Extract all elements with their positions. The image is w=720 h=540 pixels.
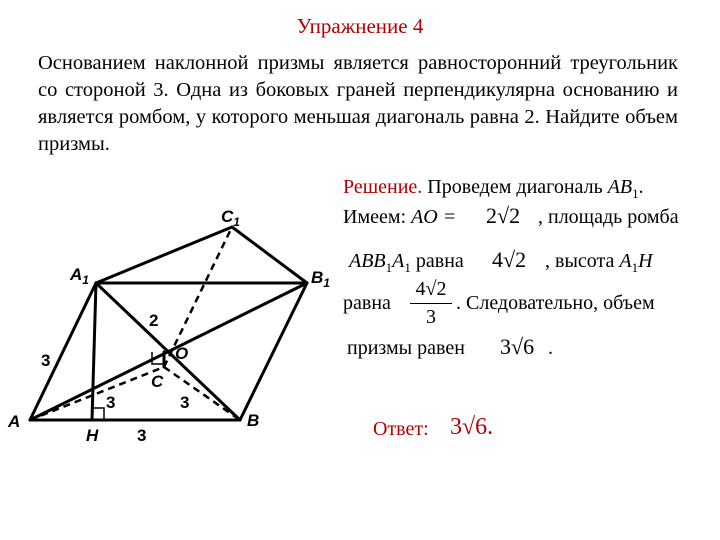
exercise-title: Упражнение 4 (296, 14, 424, 38)
edge-CB-hidden (164, 367, 240, 420)
answer-label: Ответ: (373, 418, 429, 440)
edge-BB1 (240, 283, 307, 420)
area-value: 4√2 (492, 247, 527, 272)
solution-line-5: призмы равен (347, 337, 465, 359)
solution-line-5-end: . (548, 337, 553, 359)
label-C: C (151, 372, 164, 391)
solution-line-2: Имеем: AO = (343, 206, 457, 228)
solution-line-3: $ABB_1A_1$ равна (349, 250, 464, 275)
label-side-3-CB: 3 (180, 393, 190, 412)
answer-value: 3√6. (450, 414, 494, 440)
label-C1: $C_1$ (221, 207, 240, 229)
edge-A1C1 (96, 227, 232, 283)
label-A1: $A_1$ (70, 265, 89, 287)
label-H: H (86, 426, 99, 445)
label-diagonal-2: 2 (149, 311, 159, 330)
edge-C1B1 (232, 227, 307, 283)
label-side-3-left: 3 (41, 351, 51, 370)
label-O: O (175, 344, 189, 363)
fraction-denominator: 3 (426, 306, 436, 328)
right-angle-H (92, 408, 104, 420)
label-B1: $B_1$ (311, 268, 330, 290)
ao-value: 2√2 (486, 203, 521, 228)
fraction-numerator: 4√2 (415, 278, 447, 300)
solution-heading: Решение. (343, 176, 423, 198)
height-A1H (92, 283, 96, 420)
solution-line-1: Решение. Проведем диагональ $AB_1$. (343, 176, 644, 201)
label-B: B (247, 411, 260, 430)
label-side-3-bottom: 3 (137, 426, 147, 445)
solution-line-2-end: , площадь ромба (538, 206, 679, 228)
edge-A1A (30, 283, 96, 420)
volume-value: 3√6 (500, 334, 535, 359)
label-A: A (8, 412, 21, 431)
solution-line-4: равна (343, 292, 391, 314)
problem-statement: Основанием наклонной призмы является равносторонний треугольник со стороной 3. Одна из боковых граней перпендикулярна основанию и является ромбом, у которого меньшая диагональ равна 2. Найдите объем призмы. (38, 52, 678, 155)
solution-line-4-end: . Следовательно, объем (456, 292, 655, 314)
diagonal-AB1 (30, 283, 307, 420)
solution-line-3-end: , высота $A_1H$ (545, 250, 653, 275)
label-side-3-AC: 3 (106, 393, 116, 412)
